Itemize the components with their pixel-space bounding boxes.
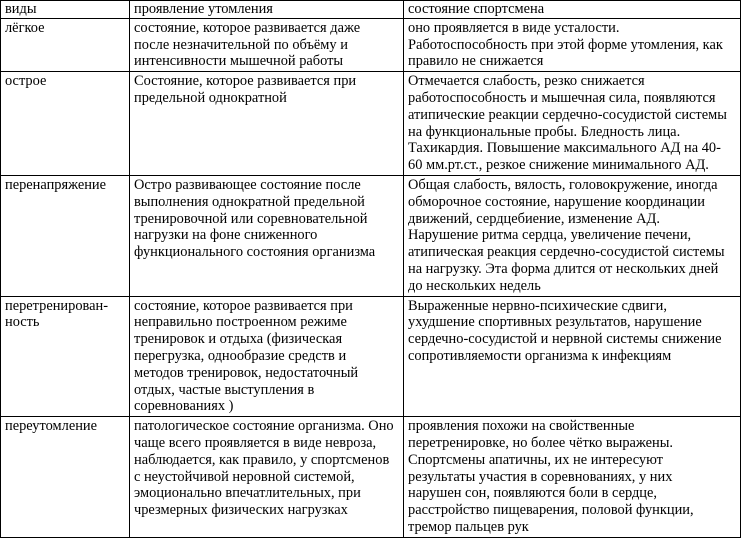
text-line: 60 мм.рт.ст., резкое снижение минимального АД. xyxy=(408,157,709,174)
cell-athlete-state xyxy=(404,18,741,71)
text-line: соревнованиях ) xyxy=(134,398,234,415)
cell-type xyxy=(1,72,130,176)
text-line: Нарушение ритма сердца, увеличение печени, xyxy=(408,227,692,244)
text-line: атипические реакции сердечно-сосудистой системы xyxy=(408,106,727,123)
text-line: Спортсмены апатичны, их не интересуют xyxy=(408,451,663,468)
text-line: чрезмерных физических нагрузках xyxy=(134,502,348,519)
text-line: на нагрузку. Эта форма длится от нескольких дней xyxy=(408,260,719,277)
text-line: эмоционально впечатлительных, при xyxy=(134,485,361,502)
table-row xyxy=(1,296,741,417)
text-line: результаты участия в соревнованиях, у них xyxy=(408,468,673,485)
text-line: тремор пальцев рук xyxy=(408,518,529,535)
text-line: расстройство пищеварения, половой функции, xyxy=(408,502,694,519)
cell-manifestation xyxy=(130,417,404,538)
cell-type xyxy=(1,417,130,538)
text-line: на функциональные пробы. Бледность лица. xyxy=(408,123,681,140)
text-line: патологическое состояние организма. Оно xyxy=(134,418,394,435)
table-row xyxy=(1,18,741,71)
text-line: лёгкое xyxy=(5,19,45,36)
cell-manifestation xyxy=(130,72,404,176)
text-line: до нескольких недель xyxy=(408,277,541,294)
text-line: Общая слабость, вялость, головокружение, иногда xyxy=(408,176,718,193)
text-line: перегрузка, однообразие средств и xyxy=(134,347,347,364)
text-line: работоспособность и мышечная сила, появляются xyxy=(408,89,716,106)
cell-athlete-state xyxy=(404,296,741,417)
cell-athlete-state xyxy=(404,72,741,176)
text-line: методов тренировок, недостаточный xyxy=(134,364,359,381)
text-line: нарушен сон, появляются боли в сердце, xyxy=(408,485,657,502)
text-line: Состояние, которое развивается при xyxy=(134,73,357,90)
text-line: Отмечается слабость, резко снижается xyxy=(408,73,645,90)
text-line: ухудшение спортивных результатов, нарушение xyxy=(408,314,702,331)
table-row xyxy=(1,175,741,296)
cell-athlete-state xyxy=(404,417,741,538)
text-line: нагрузки на фоне сниженного xyxy=(134,227,318,244)
cell-type xyxy=(1,18,130,71)
text-line: оно проявляется в виде усталости. xyxy=(408,19,620,36)
text-line: тренировочной или соревновательной xyxy=(134,210,368,227)
text-line: отдых, частые выступления в xyxy=(134,381,315,398)
text-line: перетренировке, но более чётко выражены. xyxy=(408,434,674,451)
text-line: наблюдается, как правило, у спортсменов xyxy=(134,451,390,468)
text-line: выполнения однократной предельной xyxy=(134,193,365,210)
text-line: с неустойчивой неровной системой, xyxy=(134,468,355,485)
header-types: виды xyxy=(1,1,130,19)
text-line: проявления похожи на свойственные xyxy=(408,418,635,435)
text-line: после незначительной по объёму и xyxy=(134,36,348,53)
text-line: состояние, которое развивается даже xyxy=(134,19,361,36)
text-line: переутомление xyxy=(5,418,97,435)
cell-manifestation xyxy=(130,18,404,71)
header-manifestation: проявление утомления xyxy=(130,1,404,19)
table-row xyxy=(1,72,741,176)
text-line: Работоспособность при этой форме утомления, как xyxy=(408,36,723,53)
text-line: сопротивляемости организма к инфекциям xyxy=(408,347,672,364)
text-line: интенсивности мышечной работы xyxy=(134,53,344,70)
text-line: правило не снижается xyxy=(408,53,544,70)
text-line: Выраженные нервно-психические сдвиги, xyxy=(408,297,667,314)
table-row xyxy=(1,417,741,538)
text-line: движений, сердцебиение, изменение АД. xyxy=(408,210,660,227)
cell-manifestation xyxy=(130,175,404,296)
text-line: ность xyxy=(5,314,40,331)
cell-athlete-state xyxy=(404,175,741,296)
table-header-row xyxy=(1,1,741,19)
text-line: предельной однократной xyxy=(134,89,287,106)
text-line: перетренирован- xyxy=(5,297,108,314)
text-line: тренировок и отдыха (физическая xyxy=(134,331,343,348)
text-line: Остро развивающее состояние после xyxy=(134,176,361,193)
text-line: обморочное состояние, нарушение координации xyxy=(408,193,705,210)
text-line: перенапряжение xyxy=(5,176,107,193)
cell-manifestation xyxy=(130,296,404,417)
cell-type xyxy=(1,175,130,296)
text-line: атипическая реакция сердечно-сосудистой системы xyxy=(408,244,725,261)
text-line: неправильно построенном режиме xyxy=(134,314,347,331)
text-line: функционального состояния организма xyxy=(134,244,376,261)
cell-type xyxy=(1,296,130,417)
text-line: чаще всего проявляется в виде невроза, xyxy=(134,434,377,451)
header-athlete-state: состояние спортсмена xyxy=(404,1,741,19)
text-line: сердечно-сосудистой и нервной системы снижение xyxy=(408,331,722,348)
text-line: состояние, которое развивается при xyxy=(134,297,353,314)
text-line: острое xyxy=(5,73,47,90)
text-line: Тахикардия. Повышение максимального АД на 40- xyxy=(408,140,721,157)
